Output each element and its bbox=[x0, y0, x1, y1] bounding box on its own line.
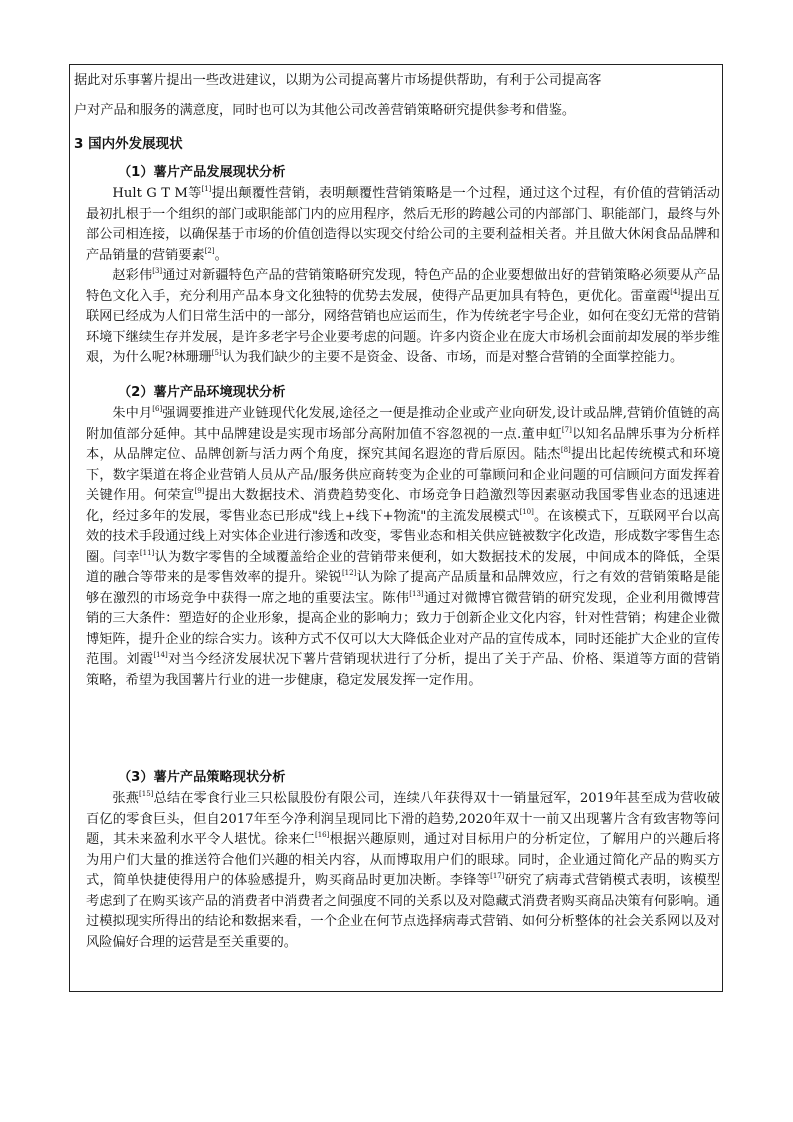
intro-line-2: 户对产品和服务的满意度，同时也可以为其他公司改善营销策略研究提供参考和借鉴。 bbox=[74, 103, 576, 118]
intro-line-1: 据此对乐事薯片提出一些改进建议，以期为公司提高薯片市场提供帮助，有利于公司提高客 bbox=[74, 73, 602, 88]
paragraph: 张燕[15]总结在零食行业三只松鼠股份有限公司，连续八年获得双十一销量冠军，2019年甚至成为营收破百亿的零食巨头，但自2017年至今净利润呈现同比下滑的趋势,2020年双十一前又出现薯片含有致害物等问题，其未来盈利水平令人堪忧。徐来仁[16]根据兴趣原则，通过对目标用户的分析定位，了解用户的兴趣后将为用户们大量的推送符合他们兴趣的相关内容，从而博取用户们的眼球。同时，企业通过简化产品的购买方式，简单快捷使得用户的体验感提升，购买商品时更加决断。李锋等[17]研究了病毒式营销模式表明，该模型考虑到了在购买该产品的消费者中消费者之间强度不同的关系以及对隐藏式消费者购买商品决策有何影响。通过模拟现实所得出的结论和数据来看，一个企业在何节点选择病毒式营销、如何分析整体的社会关系网以及对风险偏好合理的运营是至关重要的。 bbox=[86, 790, 721, 950]
citation: [1] bbox=[201, 185, 212, 193]
citation: [16] bbox=[315, 831, 330, 839]
citation: [17] bbox=[490, 872, 505, 880]
citation: [4] bbox=[670, 287, 681, 296]
subsection-heading-1: （1）薯片产品发展现状分析 bbox=[118, 165, 286, 180]
intro-text bbox=[74, 66, 722, 126]
subsection-heading-3: （3）薯片产品策略现状分析 bbox=[118, 770, 286, 785]
citation: [14] bbox=[153, 651, 168, 659]
citation: [2] bbox=[204, 246, 215, 255]
citation: [13] bbox=[409, 589, 424, 598]
paragraph: Hult G T M等[1]提出颠覆性营销，表明颠覆性营销策略是一个过程，通过这个过程，有价值的营销活动最初扎根于一个组织的部门或职能部门内的应用程序，然后无形的跨越公司的内部部门、职能部门，最终与外部公司相连接，以确保基于市场的价值创造得以实现交付给公司的主要利益相关者。并且做大休闲食品品牌和产品销量的营销要素[2]。 bbox=[86, 185, 720, 263]
paragraph: 朱中月[6]强调要推进产业链现代化发展,途径之一便是推动企业或产业向研发,设计或品牌,营销价值链的高附加值部分延伸。其中品牌建设是实现市场部分高附加值不容忽视的一点.董申虹[7]以知名品牌乐事为分析样本，从品牌定位、品牌创新与活力两个角度，探究其闻名遐迩的背后原因。陆杰[8]提出比起传统模式和环境下，数字渠道在将企业营销人员从产品/服务供应商转变为企业的可靠顾问和企业问题的可信顾问方面发挥着关键作用。何荣宣[9]提出大数据技术、消费趋势变化、市场竞争日趋激烈等因素驱动我国零售业态的迅速进化，经过多年的发展，零售业态已形成"线上+线下+物流"的主流发展模式[10]。在该模式下，互联网平台以高效的技术手段通过线上对实体企业进行渗透和改变，零售业态和相关供应链被数字化改造，形成数字零售生态圈。闫幸[11]认为数字零售的全域覆盖给企业的营销带来便利，如大数据技术的发展，中间成本的降低，全渠道的融合等带来的是零售效率的提升。梁锐[12]认为除了提高产品质量和品牌效应，行之有效的营销策略是能够在激烈的市场竞争中获得一席之地的重要法宝。陈伟[13]通过对微博官微营销的研究发现，企业利用微博营销的三大条件：塑造好的企业形象，提高企业的影响力；致力于创新企业文化内容，针对性营销；构建企业微博矩阵，提升企业的综合实力。该种方式不仅可以大大降低企业对产品的宣传成本，同时还能扩大企业的宣传范围。刘霞[14]对当今经济发展状况下薯片营销现状进行了分析，提出了关于产品、价格、渠道等方面的营销策略，希望为我国薯片行业的进一步健康，稳定发展发挥一定作用。 bbox=[86, 405, 721, 688]
subsection-heading-2: （2）薯片产品环境现状分析 bbox=[118, 385, 286, 400]
citation: [3] bbox=[152, 267, 163, 275]
subsection-2-body bbox=[86, 404, 720, 691]
citation: [8] bbox=[560, 446, 571, 454]
citation: [12] bbox=[341, 569, 357, 577]
subsection-3-body bbox=[86, 789, 720, 953]
citation: [11] bbox=[139, 548, 155, 557]
citation: [9] bbox=[194, 487, 205, 495]
citation: [6] bbox=[152, 405, 163, 413]
citation: [10] bbox=[519, 507, 534, 516]
section-heading: 3 国内外发展现状 bbox=[74, 136, 183, 152]
citation: [15] bbox=[139, 790, 154, 798]
paragraph: 赵彩伟[3]通过对新疆特色产品的营销策略研究发现，特色产品的企业要想做出好的营销策略必须要从产品特色文化入手，充分利用产品本身文化独特的优势去发展，使得产品更加具有特色，更优化。雷童霞[4]提出互联网已经成为人们日常生活中的一部分，网络营销也应运而生，作为传统老字号企业，如何在变幻无常的营销环境下继续生存并发展，是许多老字号企业要考虑的问题。许多内资企业在庞大市场机会面前却发展的举步维艰，为什么呢?林珊珊[5]认为我们缺少的主要不是资金、设备、市场，而是对整合营销的全面掌控能力。 bbox=[86, 267, 721, 365]
citation: [5] bbox=[211, 349, 222, 357]
subsection-1-body bbox=[86, 184, 720, 369]
citation: [7] bbox=[561, 425, 572, 434]
